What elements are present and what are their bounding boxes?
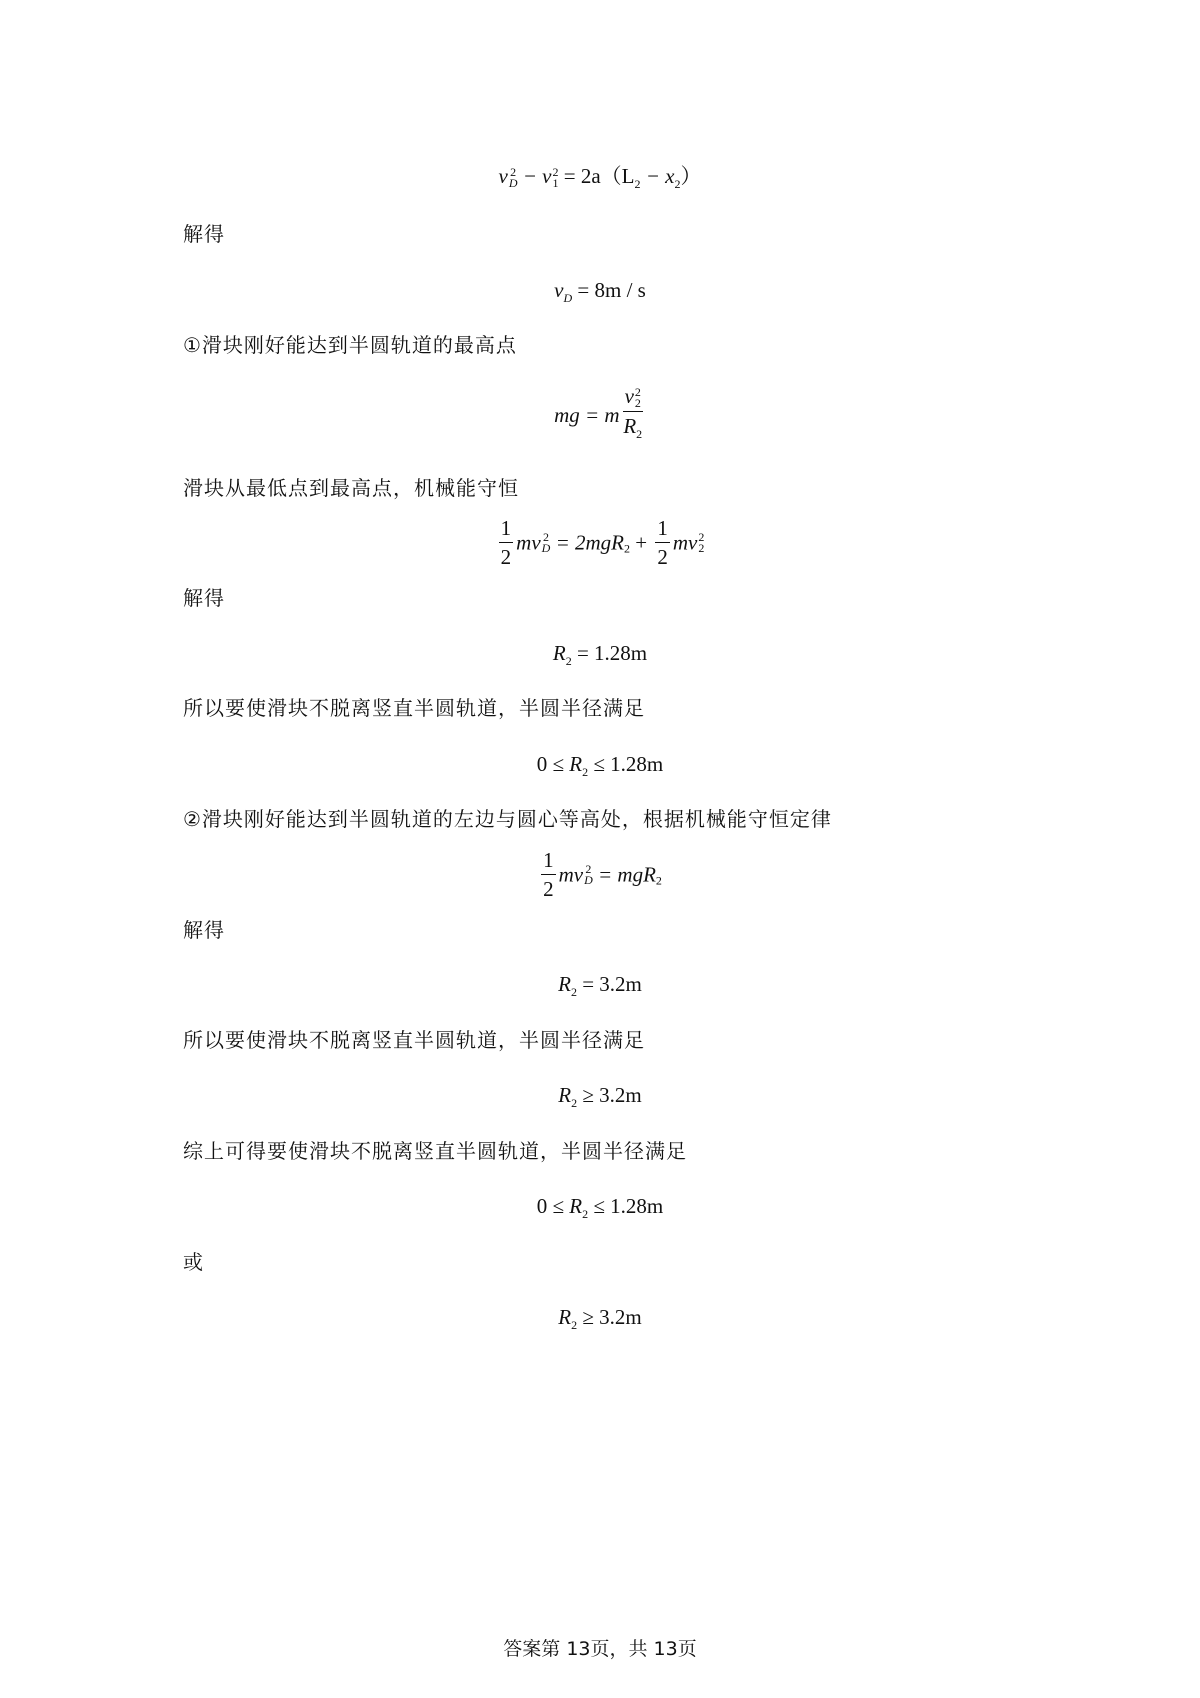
equation-energy-side: $\frac{1}{2}$ mv 2 D = mgR$_2$ xyxy=(543,848,662,901)
paragraph-case-1: ①滑块刚好能达到半圆轨道的最高点 xyxy=(183,333,517,357)
equation-r2-128: $R_2 = 1.28m$ xyxy=(552,641,648,668)
paragraph-solve-2: 解得 xyxy=(183,586,225,610)
equation-range-2: $R_2 \ge 3.2m$ xyxy=(558,1083,642,1110)
paragraph-condition-2: 所以要使滑块不脱离竖直半圆轨道，半圆半径满足 xyxy=(183,1028,645,1052)
equation-energy-top: $\frac{1}{2}$ mv 2 D = 2mgR$_2$ + $\frac{1}{2}$ mv 2 2 xyxy=(500,516,705,569)
paragraph-case-2: ②滑块刚好能达到半圆轨道的左边与圆心等高处，根据机械能守恒定律 xyxy=(183,807,832,831)
equation-final-range-1: $0 \le R_2 \le 1.28m$ xyxy=(536,1194,664,1221)
paragraph-summary: 综上可得要使滑块不脱离竖直半圆轨道，半圆半径满足 xyxy=(183,1139,687,1163)
equation-range-1: $0 \le R_2 \le 1.28m$ xyxy=(536,752,664,779)
paragraph-or: 或 xyxy=(183,1250,204,1274)
paragraph-solve-1: 解得 xyxy=(183,222,225,246)
paragraph-solve-3: 解得 xyxy=(183,918,225,942)
paragraph-condition-1: 所以要使滑块不脱离竖直半圆轨道，半圆半径满足 xyxy=(183,696,645,720)
page-footer: 答案第 13页，共 13页 xyxy=(503,1638,697,1660)
equation-vd-result: $v_D = 8m / s$ xyxy=(554,278,646,305)
equation-centripetal: mg = m v 2 2 $R_2$ xyxy=(554,384,643,442)
equation-final-range-2: $R_2 \ge 3.2m$ xyxy=(558,1305,642,1332)
paragraph-energy-conservation: 滑块从最低点到最高点，机械能守恒 xyxy=(183,476,519,500)
equation-velocity-relation: v 2 D − v 2 1 = $2a(L_2 - x_2)$ xyxy=(498,164,702,191)
equation-r2-32: $R_2 = 3.2m$ xyxy=(558,972,642,999)
